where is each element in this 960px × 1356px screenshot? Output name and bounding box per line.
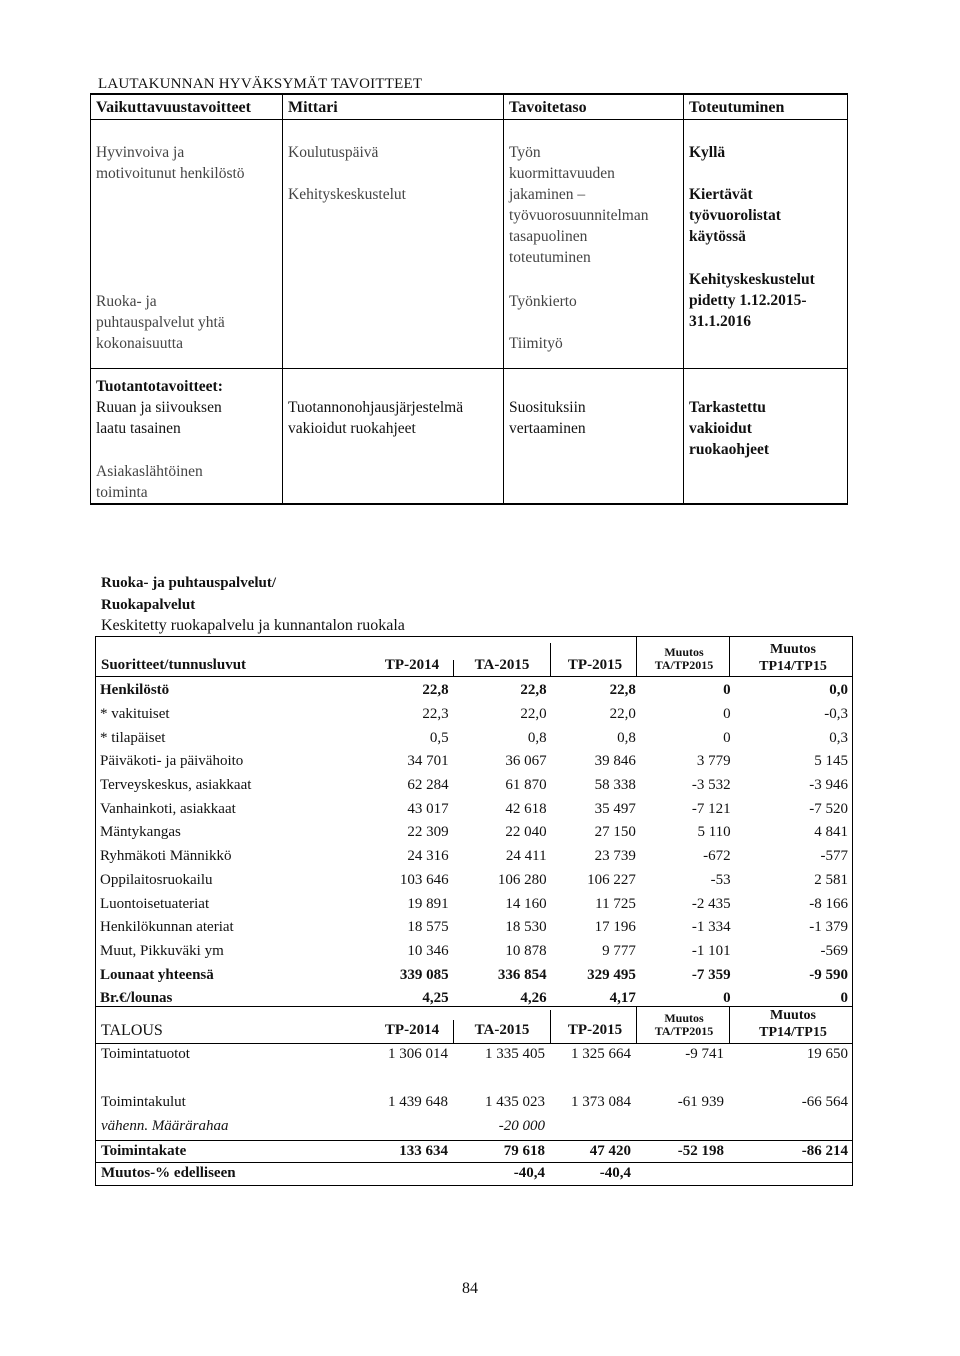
- row-value: 106 280: [497, 871, 547, 888]
- fin-row-value: -86 214: [801, 1143, 848, 1159]
- row-value: 18 575: [407, 919, 449, 936]
- row-label: Br.€/lounas: [100, 990, 173, 1007]
- row-value: 42 618: [505, 800, 547, 817]
- toteutuminen-kylla: Kyllä: [689, 144, 726, 161]
- row-value: 0,5: [429, 729, 449, 746]
- row-label: Henkilökunnan ateriat: [100, 919, 234, 936]
- row-value: -0,3: [824, 706, 848, 723]
- fin-row-value: 79 618: [503, 1143, 545, 1159]
- row-value: 5 145: [814, 753, 848, 770]
- row-value: 2 581: [814, 871, 848, 888]
- row-value: -1 101: [691, 942, 731, 959]
- row-value: 3 779: [696, 753, 731, 770]
- row-label: Henkilöstö: [100, 682, 170, 699]
- row-value: 62 284: [407, 777, 449, 794]
- row-value: 35 497: [594, 800, 636, 817]
- row-value: 22 040: [505, 824, 547, 841]
- row-label: Ryhmäkoti Männikkö: [100, 848, 232, 865]
- header-tavoitetaso: Tavoitetaso: [509, 99, 587, 116]
- fin-row-label: Toimintakulut: [101, 1094, 186, 1110]
- header-mittari: Mittari: [288, 99, 338, 116]
- perf-header-muutos-tp: Muutos TP14/TP15: [759, 642, 827, 674]
- table-row: [96, 679, 852, 703]
- row-label: * tilapäiset: [100, 729, 166, 746]
- row-value: 23 739: [594, 848, 636, 865]
- fin-row-value: -40,4: [513, 1165, 545, 1181]
- row-value: 27 150: [594, 824, 636, 841]
- row-value: -8 166: [809, 895, 848, 912]
- row-value: -9 590: [809, 966, 848, 983]
- row-value: 0,8: [617, 729, 636, 746]
- row-value: 24 411: [505, 848, 547, 865]
- row-label: * vakituiset: [100, 706, 170, 723]
- fin-row-label: Toimintatuotot: [101, 1046, 190, 1062]
- row-value: 4,26: [520, 990, 547, 1007]
- row-value: 4 841: [814, 824, 848, 841]
- row-label: Mäntykangas: [100, 824, 181, 841]
- fin-row-value: 133 634: [399, 1143, 448, 1159]
- tuotantotavoitteet-heading: Tuotantotavoitteet:: [96, 378, 223, 395]
- row-value: -7 359: [691, 966, 731, 983]
- row-value: -1 379: [809, 919, 848, 936]
- header-toteutuminen: Toteutuminen: [689, 99, 785, 116]
- row-value: 14 160: [505, 895, 547, 912]
- fin-row-value: -20 000: [498, 1118, 545, 1134]
- perf-table-body: [96, 679, 852, 1011]
- row-value: -3 532: [691, 777, 731, 794]
- row-label: Muut, Pikkuväki ym: [100, 942, 224, 959]
- mittari-tuotannonohjaus: Tuotannonohjausjärjestelmä vakioidut ruokahjeet: [288, 399, 464, 437]
- row-value: -2 435: [691, 895, 731, 912]
- row-value: 61 870: [505, 777, 547, 794]
- row-value: 22,0: [520, 706, 547, 723]
- row-value: 10 878: [505, 942, 547, 959]
- goal-henkilosto: Hyvinvoiva ja motivoitunut henkilöstö: [96, 144, 245, 182]
- fin-header-tp2014: TP-2014: [384, 1022, 440, 1038]
- row-value: 11 725: [595, 895, 636, 912]
- tavoite-tiimityo: Tiimityö: [509, 335, 563, 352]
- section-subtitle: Keskitetty ruokapalvelu ja kunnantalon ruokala: [101, 617, 405, 634]
- table-row: [96, 916, 852, 940]
- row-value: 17 196: [594, 919, 636, 936]
- perf-header-muutos-ta: Muutos TA/TP2015: [654, 645, 714, 672]
- row-value: 36 067: [505, 753, 547, 770]
- table-row: [96, 726, 852, 750]
- tavoite-suositukset: Suosituksiin vertaaminen: [509, 399, 586, 437]
- table-row: [96, 940, 852, 964]
- fin-row-label: Muutos-% edelliseen: [101, 1165, 236, 1181]
- goal-laatu: Ruuan ja siivouksen laatu tasainen: [96, 399, 222, 437]
- fin-row-value: 1 306 014: [388, 1046, 448, 1062]
- page-number: 84: [462, 1280, 478, 1297]
- row-value: -7 121: [691, 800, 731, 817]
- row-value: 22,8: [609, 682, 636, 699]
- table-row: [96, 963, 852, 987]
- fin-row-value: 1 335 405: [485, 1046, 545, 1062]
- row-value: 4,17: [609, 990, 636, 1007]
- row-label: Lounaat yhteensä: [100, 966, 214, 983]
- row-value: -569: [820, 942, 848, 959]
- row-value: 336 854: [497, 966, 547, 983]
- row-value: 22,3: [422, 706, 449, 723]
- table-row: [96, 869, 852, 893]
- perf-header-tp2015: TP-2015: [567, 657, 623, 673]
- row-value: 18 530: [505, 919, 547, 936]
- row-value: 5 110: [697, 824, 731, 841]
- row-value: 0: [723, 682, 731, 699]
- table-row: [96, 797, 852, 821]
- row-value: 22 309: [407, 824, 449, 841]
- table-row: [96, 845, 852, 869]
- tavoite-kuormittavuus: Työn kuormittavuuden jakaminen – työvuorosuunnitelman tasapuolinen toteutuminen: [509, 144, 649, 266]
- fin-row-value: 1 439 648: [388, 1094, 448, 1110]
- row-label: Vanhainkoti, asiakkaat: [100, 800, 236, 817]
- fin-row-value: 47 420: [589, 1143, 631, 1159]
- fin-row-value: -40,4: [599, 1165, 631, 1181]
- row-value: -672: [703, 848, 731, 865]
- row-label: Luontoisetuateriat: [100, 895, 210, 912]
- row-value: 22,8: [520, 682, 547, 699]
- row-value: 39 846: [594, 753, 636, 770]
- fin-header-tp2015: TP-2015: [567, 1022, 623, 1038]
- perf-header-ta2015: TA-2015: [474, 657, 530, 673]
- fin-header-muutos-ta: Muutos TA/TP2015: [654, 1011, 714, 1038]
- section-title-1: Ruoka- ja puhtauspalvelut/: [101, 575, 277, 591]
- header-vaikuttavuustavoitteet: Vaikuttavuustavoitteet: [96, 99, 251, 116]
- row-value: 19 891: [407, 895, 449, 912]
- row-value: 22,8: [422, 682, 449, 699]
- row-label: Oppilaitosruokailu: [100, 871, 213, 888]
- row-label: Päiväkoti- ja päivähoito: [100, 753, 244, 770]
- fin-row-value: 1 373 084: [571, 1094, 631, 1110]
- row-value: 0: [723, 990, 731, 1007]
- row-value: 22,0: [609, 706, 636, 723]
- mittari-kehityskeskustelut: Kehityskeskustelut: [288, 186, 406, 203]
- row-value: -7 520: [809, 800, 848, 817]
- row-value: 9 777: [602, 942, 636, 959]
- row-value: 103 646: [399, 871, 449, 888]
- perf-header-label: Suoritteet/tunnusluvut: [101, 657, 247, 673]
- row-value: 339 085: [399, 966, 449, 983]
- row-value: 0,0: [829, 682, 848, 699]
- mittari-koulutuspaiva: Koulutuspäivä: [288, 144, 379, 161]
- fin-header-label: TALOUS: [101, 1022, 163, 1039]
- toteutuminen-ruokaohjeet: Tarkastettu vakioidut ruokaohjeet: [689, 399, 770, 458]
- tavoite-tyonkierto: Työnkierto: [509, 293, 577, 310]
- fin-row-value: 19 650: [806, 1046, 848, 1062]
- row-value: 0: [723, 706, 731, 723]
- row-value: 0,8: [527, 729, 547, 746]
- row-value: -3 946: [809, 777, 848, 794]
- fin-row-value: -52 198: [677, 1143, 724, 1159]
- goal-ruoka-puhtaus: Ruoka- ja puhtauspalvelut yhtä kokonaisuutta: [96, 293, 225, 352]
- fin-row-value: -66 564: [801, 1094, 848, 1110]
- fin-row-label: Toimintakate: [101, 1143, 187, 1159]
- page-title: LAUTAKUNNAN HYVÄKSYMÄT TAVOITTEET: [98, 76, 423, 92]
- row-value: 0,3: [829, 729, 848, 746]
- row-value: 329 495: [587, 966, 636, 983]
- row-value: 106 227: [587, 871, 636, 888]
- fin-row-value: -61 939: [677, 1094, 724, 1110]
- toteutuminen-tyovuorolistat: Kiertävät työvuorolistat käytössä: [689, 186, 781, 245]
- row-value: 4,25: [422, 990, 449, 1007]
- table-row: [96, 892, 852, 916]
- section-title-2: Ruokapalvelut: [101, 597, 196, 613]
- row-label: Terveyskeskus, asiakkaat: [100, 777, 252, 794]
- perf-header-tp2014: TP-2014: [384, 657, 440, 673]
- fin-header-muutos-tp: Muutos TP14/TP15: [759, 1008, 827, 1040]
- row-value: 0: [840, 990, 848, 1007]
- row-value: 43 017: [407, 800, 449, 817]
- fin-row-value: 1 435 023: [485, 1094, 545, 1110]
- fin-header-ta2015: TA-2015: [474, 1022, 530, 1038]
- row-value: 10 346: [407, 942, 449, 959]
- table-row: [96, 774, 852, 798]
- row-value: 0: [723, 729, 731, 746]
- row-value: 24 316: [407, 848, 449, 865]
- table-row: [96, 750, 852, 774]
- fin-row-label: vähenn. Määrärahaa: [101, 1118, 229, 1134]
- fin-row-value: -9 741: [685, 1046, 724, 1062]
- fin-row-value: 1 325 664: [571, 1046, 631, 1062]
- row-value: 34 701: [407, 753, 449, 770]
- row-value: -577: [820, 848, 848, 865]
- row-value: 58 338: [594, 777, 636, 794]
- row-value: -53: [710, 871, 731, 888]
- toteutuminen-kehityskeskustelut: Kehityskeskustelut pidetty 1.12.2015- 31.1.2016: [689, 271, 815, 330]
- goal-asiakaslahtoinen: Asiakaslähtöinen toiminta: [96, 463, 203, 501]
- table-row: [96, 703, 852, 727]
- table-row: [96, 821, 852, 845]
- row-value: -1 334: [691, 919, 731, 936]
